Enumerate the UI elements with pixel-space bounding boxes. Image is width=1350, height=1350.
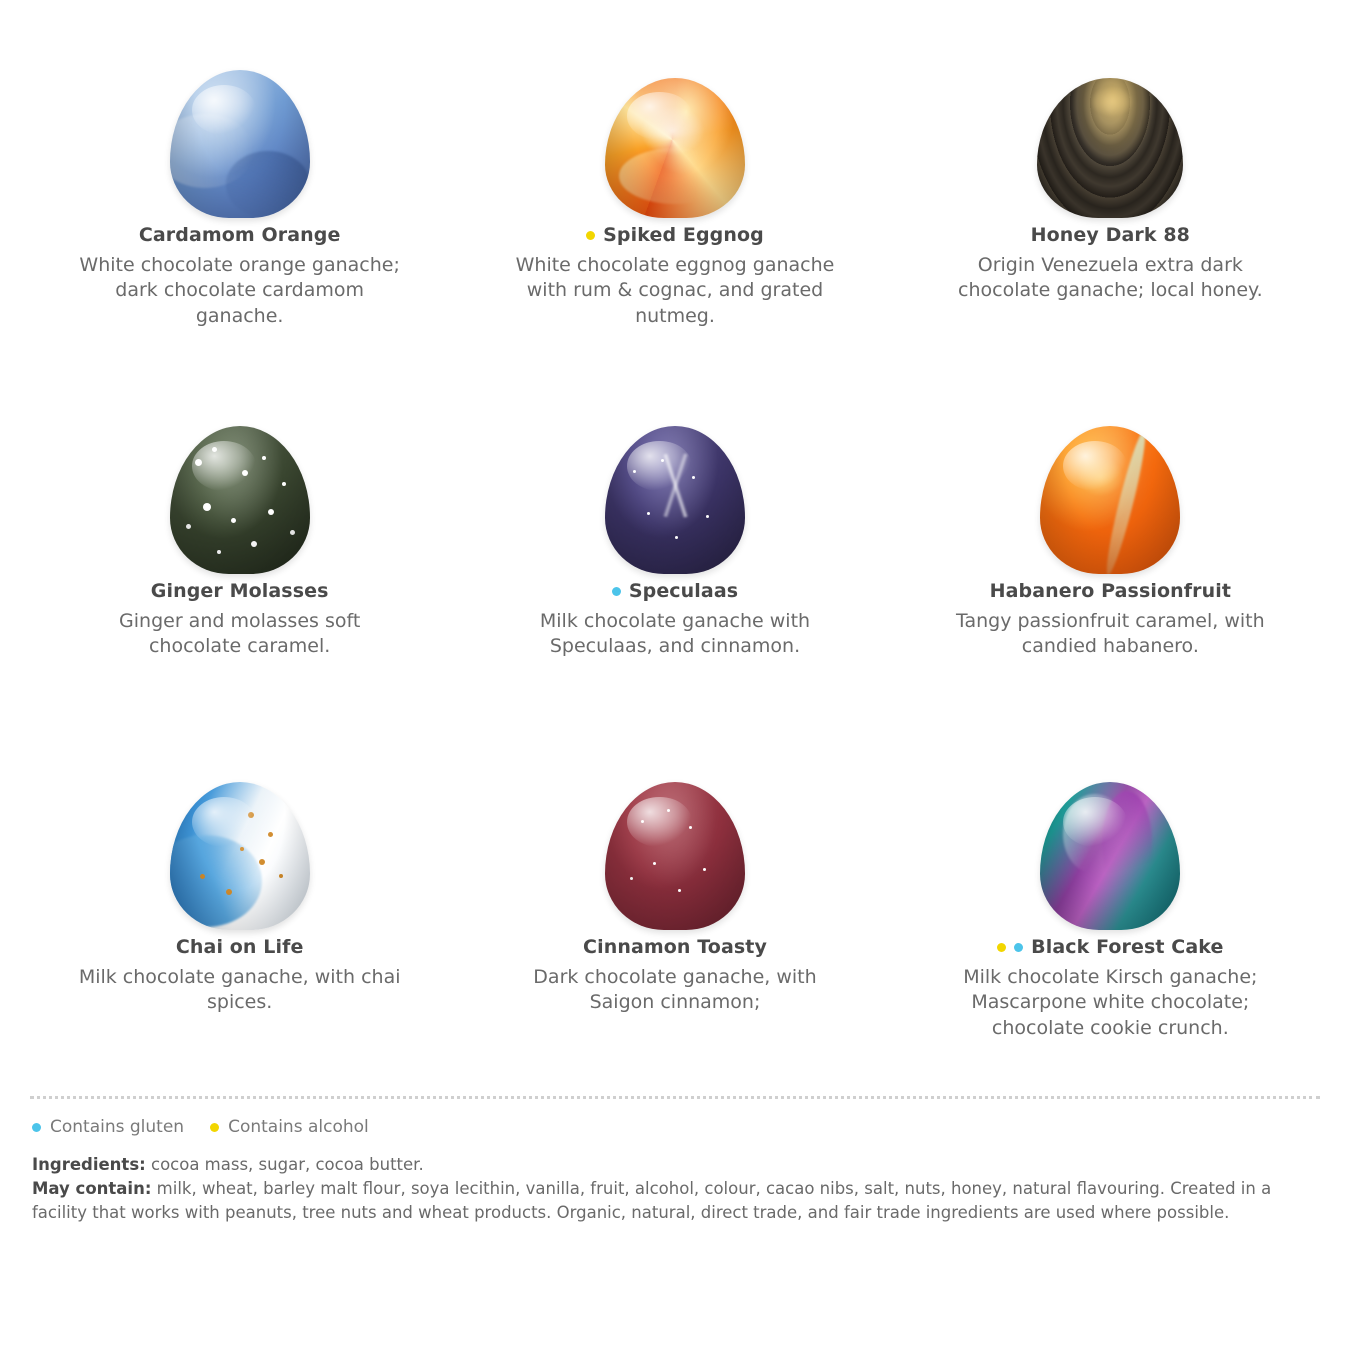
product-grid: [22, 0, 1328, 1092]
alcohol-marker-icon: [586, 231, 595, 240]
footnotes: [22, 1137, 1312, 1225]
swirl-shadow: [226, 151, 310, 218]
honey-dark-88-bonbon: [1037, 78, 1183, 218]
bonbon-image-wrap: [1037, 18, 1183, 218]
legend-alcohol-label: Contains alcohol: [228, 1117, 369, 1137]
swirl-green-streak: [1101, 429, 1150, 574]
swirl-purple: [1102, 791, 1152, 895]
product-description: White chocolate eggnog ganache with rum & cognac, and grated nutmeg.: [515, 254, 835, 327]
bonbon-image-wrap: [605, 18, 745, 218]
product-description: Milk chocolate ganache, with chai spices.: [78, 966, 401, 1014]
product-title-row: [151, 580, 329, 602]
ginger-molasses-bonbon: [170, 426, 310, 574]
product-title-row: [1031, 224, 1190, 246]
swirl-yellow: [1077, 456, 1125, 497]
bonbon-image-wrap: [605, 730, 745, 930]
may-contain-text: milk, wheat, barley malt flour, soya lecithin, vanilla, fruit, alcohol, colour, cacao nibs, salt, nuts, honey, natural flavouring. Created in a facility that works with peanuts, tree nuts and wheat products. Organic, natural, direct trade, and fair trade ingredients are used where possible.: [32, 1178, 1272, 1222]
product-title: Speculaas: [628, 580, 739, 602]
product-card-cardamom-orange: [22, 0, 457, 356]
product-description: Dark chocolate ganache, with Saigon cinnamon;: [533, 966, 817, 1014]
bonbon-image-wrap: [1040, 730, 1180, 930]
allergen-legend: [22, 1099, 1328, 1137]
cinnamon-toasty-bonbon: [605, 782, 745, 930]
legend-item-gluten: [32, 1117, 184, 1137]
product-title: Habanero Passionfruit: [989, 580, 1232, 602]
may-contain-label: May contain:: [32, 1178, 152, 1198]
gluten-marker-icon: [1014, 943, 1023, 952]
swirl-white-lines: [636, 453, 717, 518]
bonbon-image-wrap: [170, 374, 310, 574]
ingredients-text: cocoa mass, sugar, cocoa butter.: [145, 1155, 424, 1174]
product-description: Milk chocolate ganache with Speculaas, and cinnamon.: [539, 610, 811, 658]
swirl-gold: [619, 148, 731, 204]
ingredients-line: [32, 1153, 1302, 1177]
gluten-marker-icon: [612, 587, 621, 596]
product-title: Black Forest Cake: [1031, 936, 1224, 958]
bonbon-image-wrap: [170, 18, 310, 218]
product-card-cinnamon-toasty: [457, 712, 892, 1092]
habanero-passionfruit-bonbon: [1040, 426, 1180, 574]
product-title-row: [139, 224, 341, 246]
spiked-eggnog-bonbon: [605, 78, 745, 218]
product-title-row: [176, 936, 304, 958]
alcohol-marker-icon: [997, 943, 1006, 952]
product-title: Honey Dark 88: [1030, 224, 1190, 246]
product-title-row: [990, 580, 1231, 602]
product-card-habanero-passionfruit: [893, 356, 1328, 712]
product-title-row: [586, 224, 764, 246]
alcohol-marker-icon: [210, 1123, 219, 1132]
legend-item-alcohol: [210, 1117, 369, 1137]
bonbon-shading: [605, 782, 745, 930]
speculaas-bonbon: [605, 426, 745, 574]
product-description: Origin Venezuela extra dark chocolate ganache; local honey.: [958, 254, 1263, 302]
product-card-spiked-eggnog: [457, 0, 892, 356]
bonbon-image-wrap: [1040, 374, 1180, 574]
product-title: Cardamom Orange: [138, 224, 341, 246]
bonbon-image-wrap: [170, 730, 310, 930]
gluten-marker-icon: [32, 1123, 41, 1132]
legend-gluten-label: Contains gluten: [50, 1117, 185, 1137]
swirl-gold-center: [1090, 86, 1134, 117]
product-card-ginger-molasses: [22, 356, 457, 712]
product-description: Milk chocolate Kirsch ganache; Mascarpone white chocolate; chocolate cookie crunch.: [963, 966, 1258, 1039]
product-card-honey-dark-88: [893, 0, 1328, 356]
product-title-row: [583, 936, 767, 958]
bonbon-image-wrap: [605, 374, 745, 574]
bonbon-gloss: [627, 797, 691, 847]
cardamom-orange-bonbon: [170, 70, 310, 218]
chai-on-life-bonbon: [170, 782, 310, 930]
bonbon-shading: [170, 426, 310, 574]
bonbon-gloss: [192, 441, 256, 491]
ingredients-label: Ingredients:: [32, 1155, 146, 1174]
product-card-black-forest-cake: [893, 712, 1328, 1092]
swirl-blue-wave: [170, 835, 262, 927]
may-contain-line: [32, 1177, 1302, 1225]
product-description: White chocolate orange ganache; dark chocolate cardamom ganache.: [79, 254, 400, 327]
product-title: Spiked Eggnog: [603, 224, 764, 246]
product-description: Tangy passionfruit caramel, with candied habanero.: [955, 610, 1265, 658]
black-forest-cake-bonbon: [1040, 782, 1180, 930]
product-card-speculaas: [457, 356, 892, 712]
product-title-row: [997, 936, 1223, 958]
product-title: Cinnamon Toasty: [583, 936, 767, 958]
product-card-chai-on-life: [22, 712, 457, 1092]
product-description: Ginger and molasses soft chocolate caramel.: [119, 610, 361, 658]
product-title: Chai on Life: [175, 936, 304, 958]
product-title-row: [612, 580, 738, 602]
product-title: Ginger Molasses: [150, 580, 329, 602]
